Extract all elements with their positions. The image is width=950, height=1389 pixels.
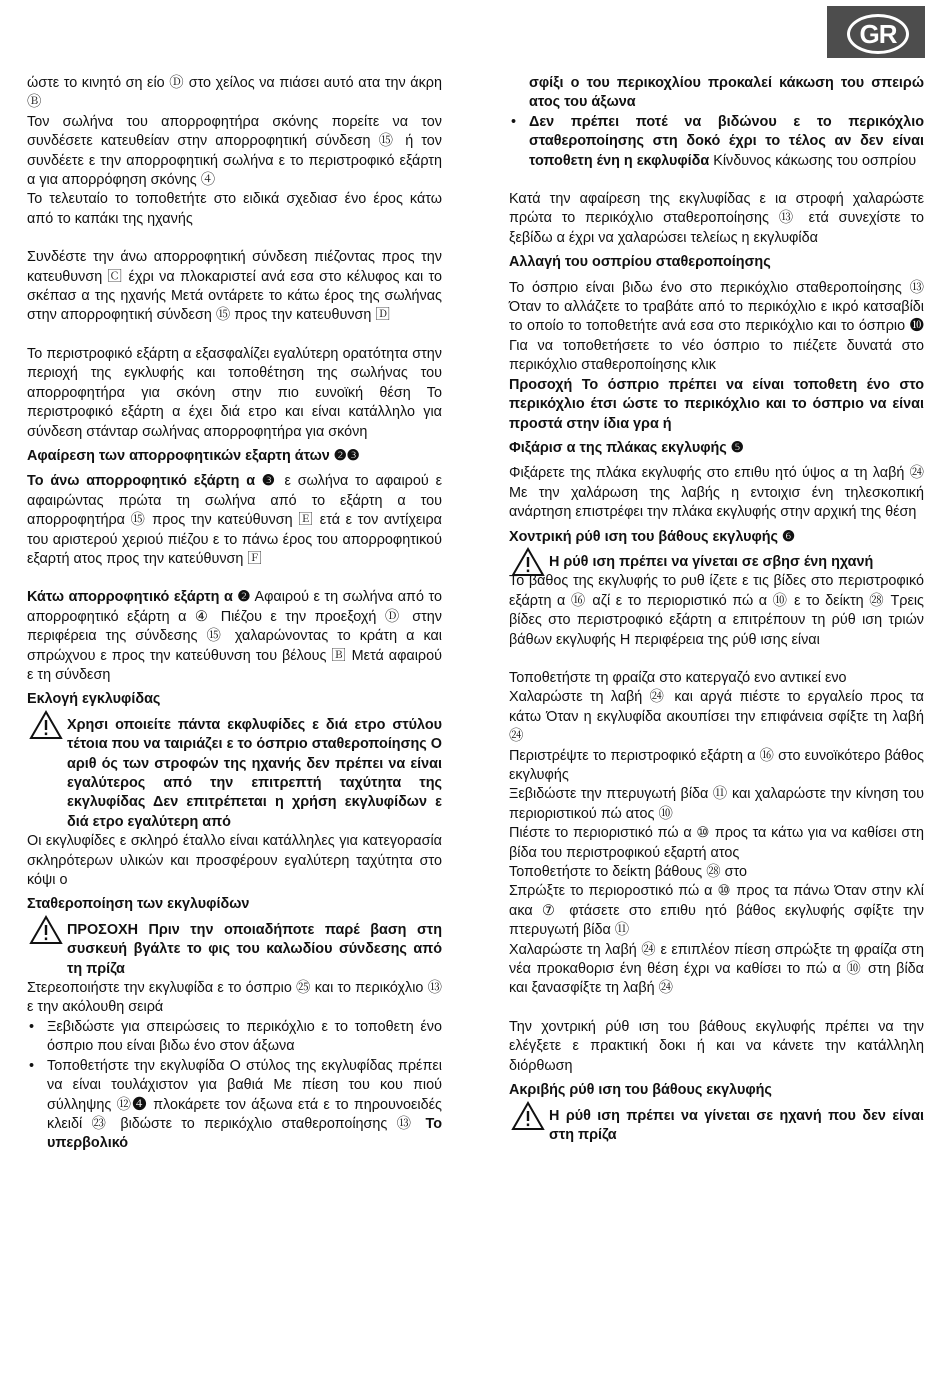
paragraph: Οι εκγλυφίδες ε σκληρό έταλλο είναι κατάλληλες για κατεγορασία σκληρότερων υλικών και προσφέρουν εγαλύτερη ταχύτητα στο κόψι ο <box>27 833 442 889</box>
section-heading: Φιξάρισ α της πλάκας εκγλυφής ❺ <box>509 439 744 456</box>
warning-block <box>27 716 442 832</box>
paragraph-text: Αφαιρού ε τη σωλήνα από το απορροφητικό εξάρτη α ④ Πιέζου ε την προεξοχή Ⓓ στην περιφέρεια της σύνδεσης ⑮ χαλαρώνοντας το κράτη α και σπρώχνου ε προς την κατεύθυνση του βέλους 🄱 Μετά αφαιρού ε τη σύνδεση <box>27 589 442 683</box>
language-badge <box>827 6 925 58</box>
paragraph: Φιξάρετε της πλάκα εκγλυφής στο επιθυ ητό ύψος α τη λαβή ㉔ Με την χαλάρωση της λαβής η εντοιχισ ένη τηλεσκοπική ανάρτηση επιστρέφει την πλάκα εκγλυφής στην αρχική της θέση <box>509 465 924 521</box>
warning-icon <box>511 547 545 577</box>
warning-text: Χρησι οποιείτε πάντα εκφλυφίδες ε διά ετρο στύλου τέτοια που να ταιριάζει ε το όσπριο σταθεροποίησης Ο αριθ ός των στροφών της ηχανής δεν πρέπει να είναι εγαλύτερος από την επιτρεπτή ταχύτητα της εκγλυφίδας Δεν επιτρέπεται η χρήση εκγλυφίδων ε διά ετρο εγαλύτερη από <box>67 716 442 830</box>
bold-text: Το υπερβολικό <box>47 1115 442 1152</box>
left-column <box>27 74 442 1154</box>
warning-block <box>509 553 924 572</box>
bold-lead: Το άνω απορροφητικό εξάρτη α ❸ <box>27 473 278 490</box>
section-heading: Χοντρική ρύθ ιση του βάθους εκγλυφής ❻ <box>509 528 795 545</box>
warning-icon <box>511 1101 545 1131</box>
paragraph: Το όσπριο είναι βιδω ένο στο περικόχλιο σταθεροποίησης ⑬ Όταν το αλλάζετε το τραβάτε από το περικόχλιο ε ικρό κατσαβίδι το οποίο το τοποθετήτε ανά εσα στο περικόχλιο και το όσπριο ❿ Για να τοποθετήσετε το νέο όσπριο το πιέζετε δυνατά στο περικόχλιο σταθεροποίησης κλικ <box>509 279 924 374</box>
warning-block <box>27 921 442 979</box>
paragraph <box>27 472 442 569</box>
paragraph: Συνδέστε την άνω απορροφητική σύνδεση πιέζοντας προς την κατευθυνση 🄲 έχρι να πλοκαριστεί ανά εσα στο κέλυφος και το σκέπασ α της ηχανής Μετά οντάρετε το κάτω έρος της σωλήνας στην απορροφητική σύνδεση ⑮ προς την κατευθυνση 🄳 <box>27 249 442 324</box>
section-heading: Εκλογή εγκλυφίδας <box>27 691 161 708</box>
section-heading: Αφαίρεση των απορροφητικών εξαρτη άτων ❷❸ <box>27 447 360 464</box>
warning-icon <box>29 915 63 945</box>
section-heading: Ακριβής ρύθ ιση του βάθους εκγλυφής <box>509 1082 772 1099</box>
warning-block <box>509 1107 924 1146</box>
paragraph: Το τελευταίο το τοποθετήτε στο ειδικά σχεδιασ ένο έρος κάτω από το καπάκι της ηχανής <box>27 191 442 227</box>
list-item <box>27 1057 442 1154</box>
paragraph: Χαλαρώστε τη λαβή ㉔ και αργά πιέστε το εργαλείο προς τα κάτω Όταν η εκγλυφίδα ακουπίσει την επιφάνεια σφίξτε τη λαβή ㉔ <box>509 689 924 745</box>
list-item: • Ξεβιδώστε για σπειρώσεις το περικόχλιο ε το τοποθετη ένο όσπριο που είναι βιδω ένο στον άξωνα <box>27 1018 442 1057</box>
bullet-list <box>509 113 924 171</box>
warning-text: ΠΡΟΣΟΧΗ Πριν την οποιαδήποτε παρέ βαση στη συσκευή βγάλτε το φις του καλωδίου σύνδεσης από τη πρίζα <box>67 921 442 977</box>
section-heading: Αλλαγή του οσπρίου σταθεροποίησης <box>509 254 771 271</box>
paragraph: Χαλαρώστε τη λαβή ㉔ ε επιπλέον πίεση σπρώξτε τη φραίζα στη νέα προκαθορισ ένη θέση έχρι να καθίσει το πώ α ⑩ στη βίδα και ξανασφίξτε τη λαβή ㉔ <box>509 941 924 997</box>
bullet-list <box>27 1018 442 1154</box>
paragraph: Ξεβιδώστε την πτερυγωτή βίδα ⑪ και χαλαρώστε την κίνηση του περιοριστικού πώ ατος ⑩ <box>509 786 924 822</box>
paragraph: Σπρώξτε το περιοροστικό πώ α ⑩ προς τα πάνω Όταν στην κλί ακα ⑦ φτάσετε στο επιθυ ητό βάθος εκγλυφής σφίξτε την πτερυγωτή βίδα ⑪ <box>509 883 924 939</box>
paragraph: Τον σωλήνα του απορροφητήρα σκόνης πορείτε να τον συνδέσετε κατευθείαν στην απορροφητική σύνδεση ⑮ ή τον συνδέετε ε την απορροφητική σωλήνα ε το περιστροφικό εξάρτη α για απορρόφηση σκόνης ④ <box>27 113 442 189</box>
list-item-continuation: σφίξι ο του περικοχλίου προκαλεί κάκωση του σπειρώ ατος του άξωνα <box>529 75 924 111</box>
list-item <box>509 113 924 171</box>
paragraph: ώστε το κινητό ση είο Ⓓ στο χείλος να πιάσει αυτό ατα την άκρη Ⓑ <box>27 75 442 111</box>
warning-text: Η ρύθ ιση πρέπει να γίνεται σε ηχανή που δεν είναι στη πρίζα <box>549 1107 924 1143</box>
paragraph: Τοποθετήστε τη φραίζα στο κατεργαζό ενο αντικεί ενο <box>509 669 847 686</box>
list-item-text: Κίνδυνος κάκωσης του οσπρίου <box>709 152 917 169</box>
paragraph-text: ε σωλήνα το αφαιρού ε αφαιρώντας πρώτα τη σωλήνα από το εξάρτη α του απορροφητήρα ⑮ προς την κατεύθυνση 🄴 ετά ε τον αντίχειρα του αριστερού χεριού πιέζου ε το πάνω έρος του απορροφητικού εξαρτή ατος προς την κατεύθυνση 🄵 <box>27 473 443 567</box>
warning-text: Η ρύθ ιση πρέπει να γίνεται σε σβησ ένη ηχανή <box>549 553 874 570</box>
list-item-text: Τοποθετήστε την εκγλυφίδα Ο στύλος της εκγλυφίδας πρέπει να είναι τουλάχιστον για βαθιά Με πίεση του κου πιού σύλληψης ⑫❹ πλοκάρετε τον άξωνα ετά ε το πηρουνοειδές κλειδί ㉓ βιδώστε το περικόχλιο σταθεροποίησης ⑬ <box>47 1057 442 1132</box>
paragraph <box>27 588 442 685</box>
paragraph: Προσοχή Το όσπριο πρέπει να είναι τοποθετη ένο στο περικόχλιο έτσι ώστε το περικόχλιο και το όσπριο να είναι προστά στην ίδια γρα ή <box>509 376 924 432</box>
warning-icon <box>29 710 63 740</box>
paragraph: Το βάθος της εκγλυφής το ρυθ ίζετε ε τις βίδες στο περιστροφικό εξάρτη α ⑯ αζί ε το περιοριστικό πώ α ⑩ ε το δείκτη ㉘ Τρεις βίδες στο περιστροφικό εξάρτη α επιτρέπουν τη ρύθ ιση τριών βάθων εκγλυφής Η περιφέρεια της ρύθ ισης είναι <box>509 573 924 648</box>
bold-lead: Κάτω απορροφητικό εξάρτη α ❷ <box>27 589 251 606</box>
bold-text: Δεν πρέπει ποτέ να βιδώνου ε το περικόχλιο σταθεροποίησης στη δοκό έχρι το τέλος αν δεν είναι τοποθετη ένη η εκφλυφίδα <box>529 113 924 169</box>
paragraph: Την χοντρική ρύθ ιση του βάθους εκγλυφής πρέπει να την ελέγξετε ε πρακτική δοκι ή και να κάνετε την κατάλληλη διόρθωση <box>509 1018 924 1074</box>
paragraph: Περιστρέψτε το περιστροφικό εξάρτη α ⑯ στο ευνοϊκότερο βάθος εκγλυφής <box>509 747 924 783</box>
language-badge-label: GR <box>847 14 909 54</box>
paragraph: Το περιστροφικό εξάρτη α εξασφαλίζει εγαλύτερη ορατότητα στην περιοχή της εγκλυφής και τοποθέτηση της σωλήνας του απορροφητήρα για σκόνη στην πιο ευνοϊκή θέση Το περιστροφικό εξάρτη α έχει διά ετρο και είναι κατάλληλο για σύνδεση στάνταρ σωλήνας απορροφητήρα για σκόνη <box>27 345 442 440</box>
right-column <box>509 74 924 1145</box>
paragraph: Στερεοποιήστε την εκγλυφίδα ε το όσπριο ㉕ και το περικόχλιο ⑬ ε την ακόλουθη σειρά <box>27 980 442 1016</box>
section-heading: Σταθεροποίηση των εκγλυφίδων <box>27 896 250 913</box>
paragraph: Τοποθετήστε το δείκτη βάθους ㉘ στο <box>509 864 747 881</box>
paragraph: Κατά την αφαίρεση της εκγλυφίδας ε ια στροφή χαλαρώστε πρώτα το περικόχλιο σταθεροποίησης ⑬ ετά συνεχίστε το ξεβίδω α έχρι να χαλαρώσει τελείως η εκγλυφίδα <box>509 191 924 246</box>
paragraph: Πιέστε το περιοριστικό πώ α ⑩ προς τα κάτω για να καθίσει στη βίδα του περιστροφικού εξαρτή ατος <box>509 825 924 861</box>
